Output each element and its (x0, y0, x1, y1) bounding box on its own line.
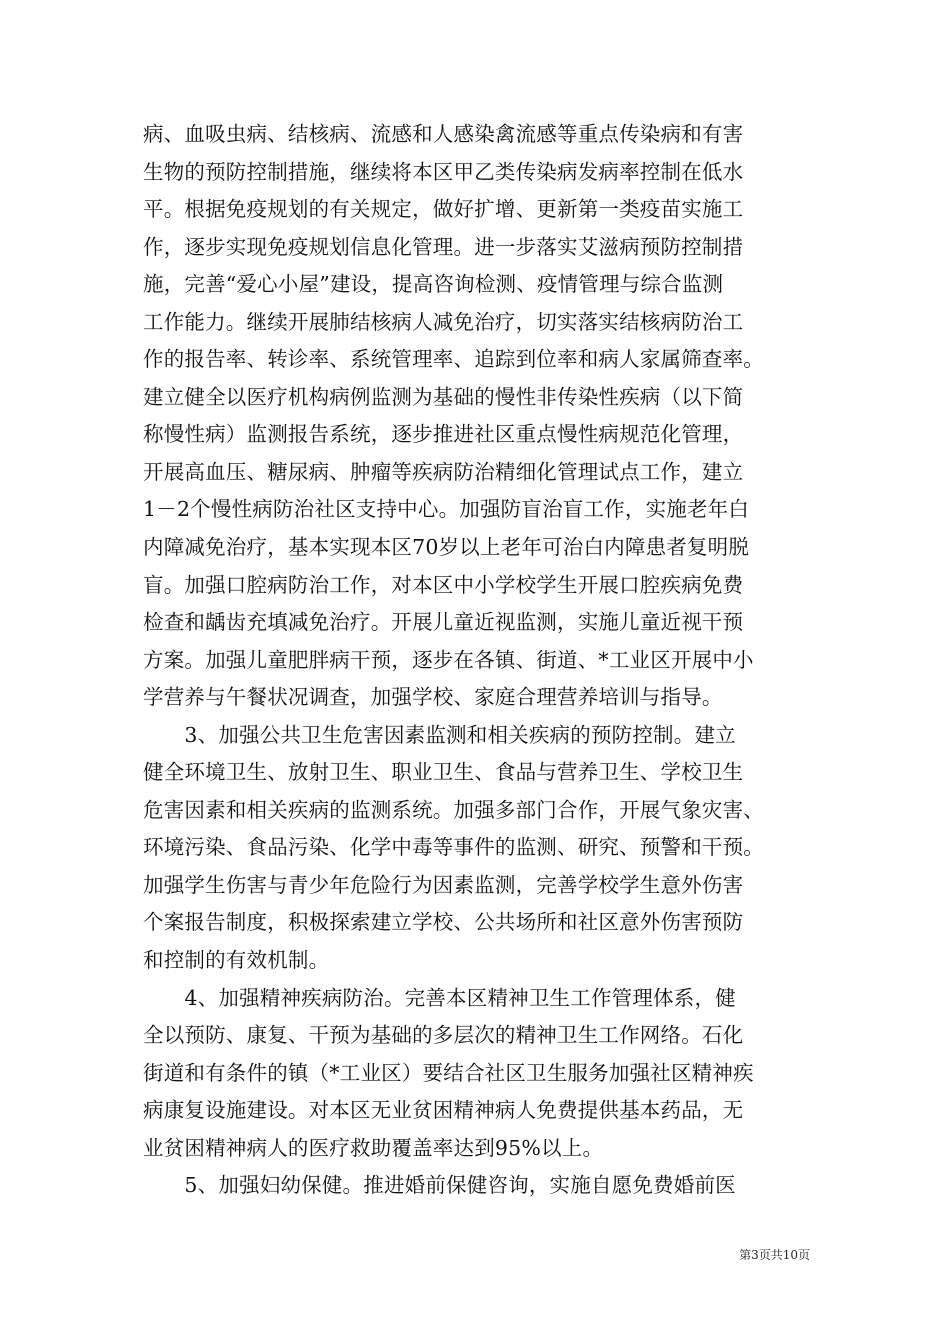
text-line: 盲。加强口腔病防治工作，对本区中小学校学生开展口腔疾病免费 (143, 572, 744, 597)
text-line: 和控制的有效机制。 (143, 948, 330, 973)
text-line: 加强学生伤害与青少年危险行为因素监测，完善学校学生意外伤害 (143, 872, 744, 897)
text-line: 病康复设施建设。对本区无业贫困精神病人免费提供基本药品，无 (143, 1098, 744, 1123)
text-line: 个案报告制度，积极探索建立学校、公共场所和社区意外伤害预防 (143, 910, 744, 935)
text-line: 称慢性病）监测报告系统，逐步推进社区重点慢性病规范化管理， (143, 422, 744, 447)
text-line: 危害因素和相关疾病的监测系统。加强多部门合作，开展气象灾害、 (143, 797, 764, 822)
text-line: 方案。加强儿童肥胖病干预，逐步在各镇、街道、*工业区开展中小 (143, 647, 754, 672)
text-line: 作的报告率、转诊率、系统管理率、追踪到位率和病人家属筛查率。 (143, 347, 764, 372)
text-line: 健全环境卫生、放射卫生、职业卫生、食品与营养卫生、学校卫生 (143, 760, 744, 785)
text-line: 内障减免治疗，基本实现本区70岁以上老年可治白内障患者复明脱 (143, 535, 750, 560)
text-line: 全以预防、康复、干预为基础的多层次的精神卫生工作网络。石化 (143, 1023, 744, 1048)
text-line: 建立健全以医疗机构病例监测为基础的慢性非传染性疾病（以下简 (143, 384, 744, 409)
text-line: 病、血吸虫病、结核病、流感和人感染禽流感等重点传染病和有害 (143, 122, 744, 146)
text-line: 学营养与午餐状况调查，加强学校、家庭合理营养培训与指导。 (143, 685, 723, 710)
text-line: 环境污染、食品污染、化学中毒等事件的监测、研究、预警和干预。 (143, 835, 764, 860)
text-line: 生物的预防控制措施，继续将本区甲乙类传染病发病率控制在低水 (143, 159, 744, 184)
text-line: 施，完善“爱心小屋”建设，提高咨询检测、疫情管理与综合监测 (143, 272, 724, 297)
text-line: 街道和有条件的镇（*工业区）要结合社区卫生服务加强社区精神疾 (143, 1060, 754, 1085)
text-line: 4、加强精神疾病防治。完善本区精神卫生工作管理体系，健 (143, 985, 736, 1010)
text-line: 1－2个慢性病防治社区支持中心。加强防盲治盲工作，实施老年白 (143, 497, 750, 522)
text-line: 工作能力。继续开展肺结核病人减免治疗，切实落实结核病防治工 (143, 309, 744, 334)
text-line: 检查和龋齿充填减免治疗。开展儿童近视监测，实施儿童近视干预 (143, 610, 744, 635)
body-text (143, 116, 807, 1205)
text-line: 作，逐步实现免疫规划信息化管理。进一步落实艾滋病预防控制措 (143, 234, 744, 259)
text-line: 3、加强公共卫生危害因素监测和相关疾病的预防控制。建立 (143, 722, 736, 747)
text-line: 平。根据免疫规划的有关规定，做好扩增、更新第一类疫苗实施工 (143, 197, 744, 222)
text-line: 开展高血压、糖尿病、肿瘤等疾病防治精细化管理试点工作，建立 (143, 459, 744, 484)
text-line: 5、加强妇幼保健。推进婚前保健咨询，实施自愿免费婚前医 (143, 1173, 736, 1198)
text-line: 业贫困精神病人的医疗救助覆盖率达到95%以上。 (143, 1135, 604, 1160)
page-number-footer: 第3页共10页 (739, 1248, 810, 1262)
